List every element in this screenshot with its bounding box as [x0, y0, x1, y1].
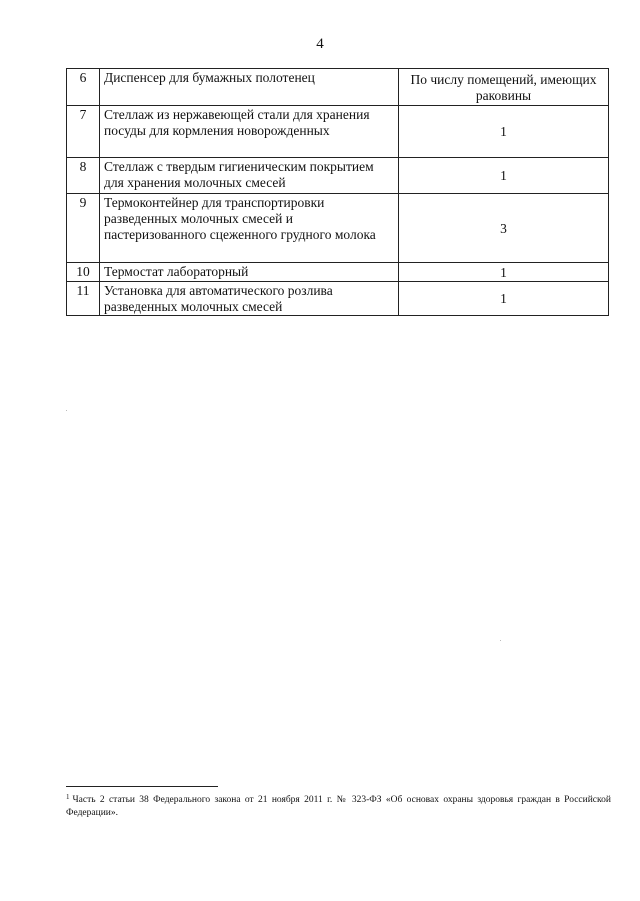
equipment-name: Установка для автоматического розлива разведенных молочных смесей: [100, 282, 399, 316]
footnote-text: Часть 2 статьи 38 Федерального закона от 21 ноября 2011 г. № 323-ФЗ «Об основах охраны здоровья граждан в Российской Федерации».: [66, 795, 611, 818]
equipment-quantity: По числу помещений, имеющих раковины: [399, 69, 609, 106]
equipment-table: [66, 68, 609, 316]
table-row: [67, 263, 609, 282]
table-row: [67, 194, 609, 263]
scan-speck: [500, 640, 501, 641]
scan-speck: [66, 410, 67, 411]
table-row: [67, 282, 609, 316]
page-number: 4: [316, 36, 324, 52]
equipment-quantity: 1: [399, 158, 609, 194]
footnote: [66, 791, 611, 820]
row-number: 8: [67, 158, 100, 194]
table-row: [67, 158, 609, 194]
equipment-name: Термостат лабораторный: [100, 263, 399, 282]
row-number: 7: [67, 106, 100, 158]
equipment-quantity: 3: [399, 194, 609, 263]
equipment-quantity: 1: [399, 282, 609, 316]
equipment-name: Стеллаж с твердым гигиеническим покрытием для хранения молочных смесей: [100, 158, 399, 194]
equipment-name: Стеллаж из нержавеющей стали для хранения посуды для кормления новорожденных: [100, 106, 399, 158]
row-number: 11: [67, 282, 100, 316]
table-row: [67, 69, 609, 106]
table-row: [67, 106, 609, 158]
equipment-name: Термоконтейнер для транспортировки разведенных молочных смесей и пастеризованного сцеженного грудного молока: [100, 194, 399, 263]
equipment-quantity: 1: [399, 106, 609, 158]
equipment-name: Диспенсер для бумажных полотенец: [100, 69, 399, 106]
row-number: 6: [67, 69, 100, 106]
equipment-quantity: 1: [399, 263, 609, 282]
footnote-separator: [66, 786, 218, 787]
row-number: 9: [67, 194, 100, 263]
footnote-marker: 1: [66, 793, 70, 801]
row-number: 10: [67, 263, 100, 282]
